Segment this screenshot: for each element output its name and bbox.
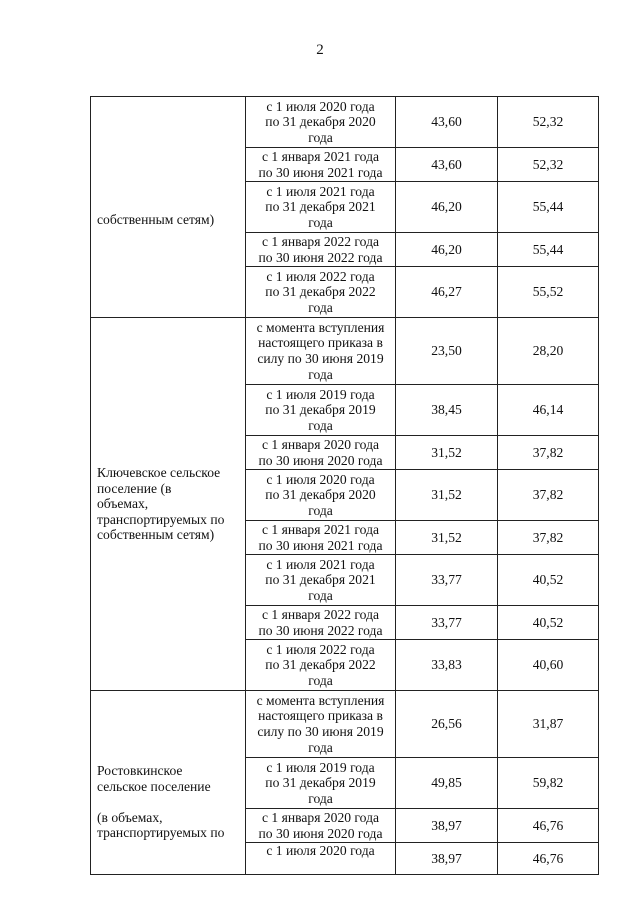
- value-cell-1: 33,83: [396, 640, 498, 691]
- value-cell-2: 46,76: [498, 809, 599, 843]
- value-cell-2: 55,44: [498, 233, 599, 267]
- value-cell-1: 31,52: [396, 436, 498, 470]
- period-text: с 1 июля 2021 года по 31 декабря 2021 года: [265, 183, 376, 230]
- value-cell-2: 46,76: [498, 843, 599, 875]
- value-cell-2: 55,44: [498, 182, 599, 233]
- period-text: с 1 июля 2022 года по 31 декабря 2022 года: [265, 268, 376, 315]
- value-cell-2: 31,87: [498, 691, 599, 758]
- period-text: с 1 января 2022 года по 30 июня 2022 года: [258, 606, 383, 638]
- value-cell-2: 52,32: [498, 97, 599, 148]
- period-cell: [246, 470, 396, 521]
- period-text: с 1 июля 2022 года по 31 декабря 2022 года: [265, 641, 376, 688]
- value-cell-2: 37,82: [498, 470, 599, 521]
- value-cell-1: 26,56: [396, 691, 498, 758]
- value-cell-2: 40,60: [498, 640, 599, 691]
- period-text: с 1 января 2022 года по 30 июня 2022 года: [258, 233, 383, 265]
- entity-name: собственным сетям): [97, 212, 215, 228]
- value-cell-1: 31,52: [396, 521, 498, 555]
- value-cell-2: 46,14: [498, 385, 599, 436]
- value-cell-1: 46,20: [396, 182, 498, 233]
- value-cell-2: 40,52: [498, 606, 599, 640]
- entity-cell: [91, 318, 246, 691]
- value-cell-1: 38,97: [396, 809, 498, 843]
- period-cell: [246, 436, 396, 470]
- period-cell: [246, 521, 396, 555]
- period-cell: [246, 843, 396, 875]
- value-cell-2: 52,32: [498, 148, 599, 182]
- value-cell-1: 38,45: [396, 385, 498, 436]
- period-cell: [246, 385, 396, 436]
- period-cell: [246, 182, 396, 233]
- period-text: с 1 июля 2020 года по 31 декабря 2020 года: [265, 471, 376, 518]
- period-cell: [246, 233, 396, 267]
- value-cell-2: 55,52: [498, 267, 599, 318]
- entity-name: Ключевское сельское поселение (в объемах, транспортируемых по собственным сетям): [97, 465, 225, 543]
- value-cell-2: 40,52: [498, 555, 599, 606]
- value-cell-2: 28,20: [498, 318, 599, 385]
- period-text: с 1 января 2021 года по 30 июня 2021 года: [258, 148, 383, 180]
- period-text: с 1 января 2021 года по 30 июня 2021 года: [258, 521, 383, 553]
- period-cell: [246, 555, 396, 606]
- period-cell: [246, 606, 396, 640]
- period-cell: [246, 758, 396, 809]
- period-cell: [246, 691, 396, 758]
- entity-name: Ростовкинское сельское поселение (в объемах, транспортируемых по: [97, 763, 225, 841]
- page-number: 2: [316, 42, 324, 58]
- value-cell-1: 33,77: [396, 606, 498, 640]
- value-cell-1: 46,20: [396, 233, 498, 267]
- period-text: с 1 июля 2021 года по 31 декабря 2021 года: [265, 556, 376, 603]
- value-cell-2: 37,82: [498, 436, 599, 470]
- value-cell-1: 38,97: [396, 843, 498, 875]
- table-row: [91, 318, 599, 385]
- value-cell-1: 43,60: [396, 97, 498, 148]
- value-cell-1: 46,27: [396, 267, 498, 318]
- period-text: с 1 января 2020 года по 30 июня 2020 года: [258, 809, 383, 841]
- period-text: с 1 января 2020 года по 30 июня 2020 года: [258, 436, 383, 468]
- period-cell: [246, 148, 396, 182]
- value-cell-1: 23,50: [396, 318, 498, 385]
- value-cell-1: 49,85: [396, 758, 498, 809]
- tariff-table: [90, 96, 599, 875]
- period-cell: [246, 640, 396, 691]
- value-cell-1: 33,77: [396, 555, 498, 606]
- value-cell-1: 43,60: [396, 148, 498, 182]
- entity-cell: [91, 97, 246, 318]
- period-text: с момента вступления настоящего приказа в силу по 30 июня 2019 года: [256, 692, 385, 755]
- value-cell-2: 37,82: [498, 521, 599, 555]
- period-cell: [246, 318, 396, 385]
- period-cell: [246, 97, 396, 148]
- period-text: с 1 июля 2019 года по 31 декабря 2019 года: [265, 759, 376, 806]
- entity-cell: [91, 691, 246, 875]
- table-row: [91, 691, 599, 758]
- value-cell-2: 59,82: [498, 758, 599, 809]
- period-text: с 1 июля 2020 года по 31 декабря 2020 года: [265, 98, 376, 145]
- period-text: с 1 июля 2020 года: [266, 843, 375, 858]
- value-cell-1: 31,52: [396, 470, 498, 521]
- period-cell: [246, 809, 396, 843]
- period-cell: [246, 267, 396, 318]
- period-text: с 1 июля 2019 года по 31 декабря 2019 года: [265, 386, 376, 433]
- table-row: [91, 97, 599, 148]
- period-text: с момента вступления настоящего приказа в силу по 30 июня 2019 года: [256, 319, 385, 382]
